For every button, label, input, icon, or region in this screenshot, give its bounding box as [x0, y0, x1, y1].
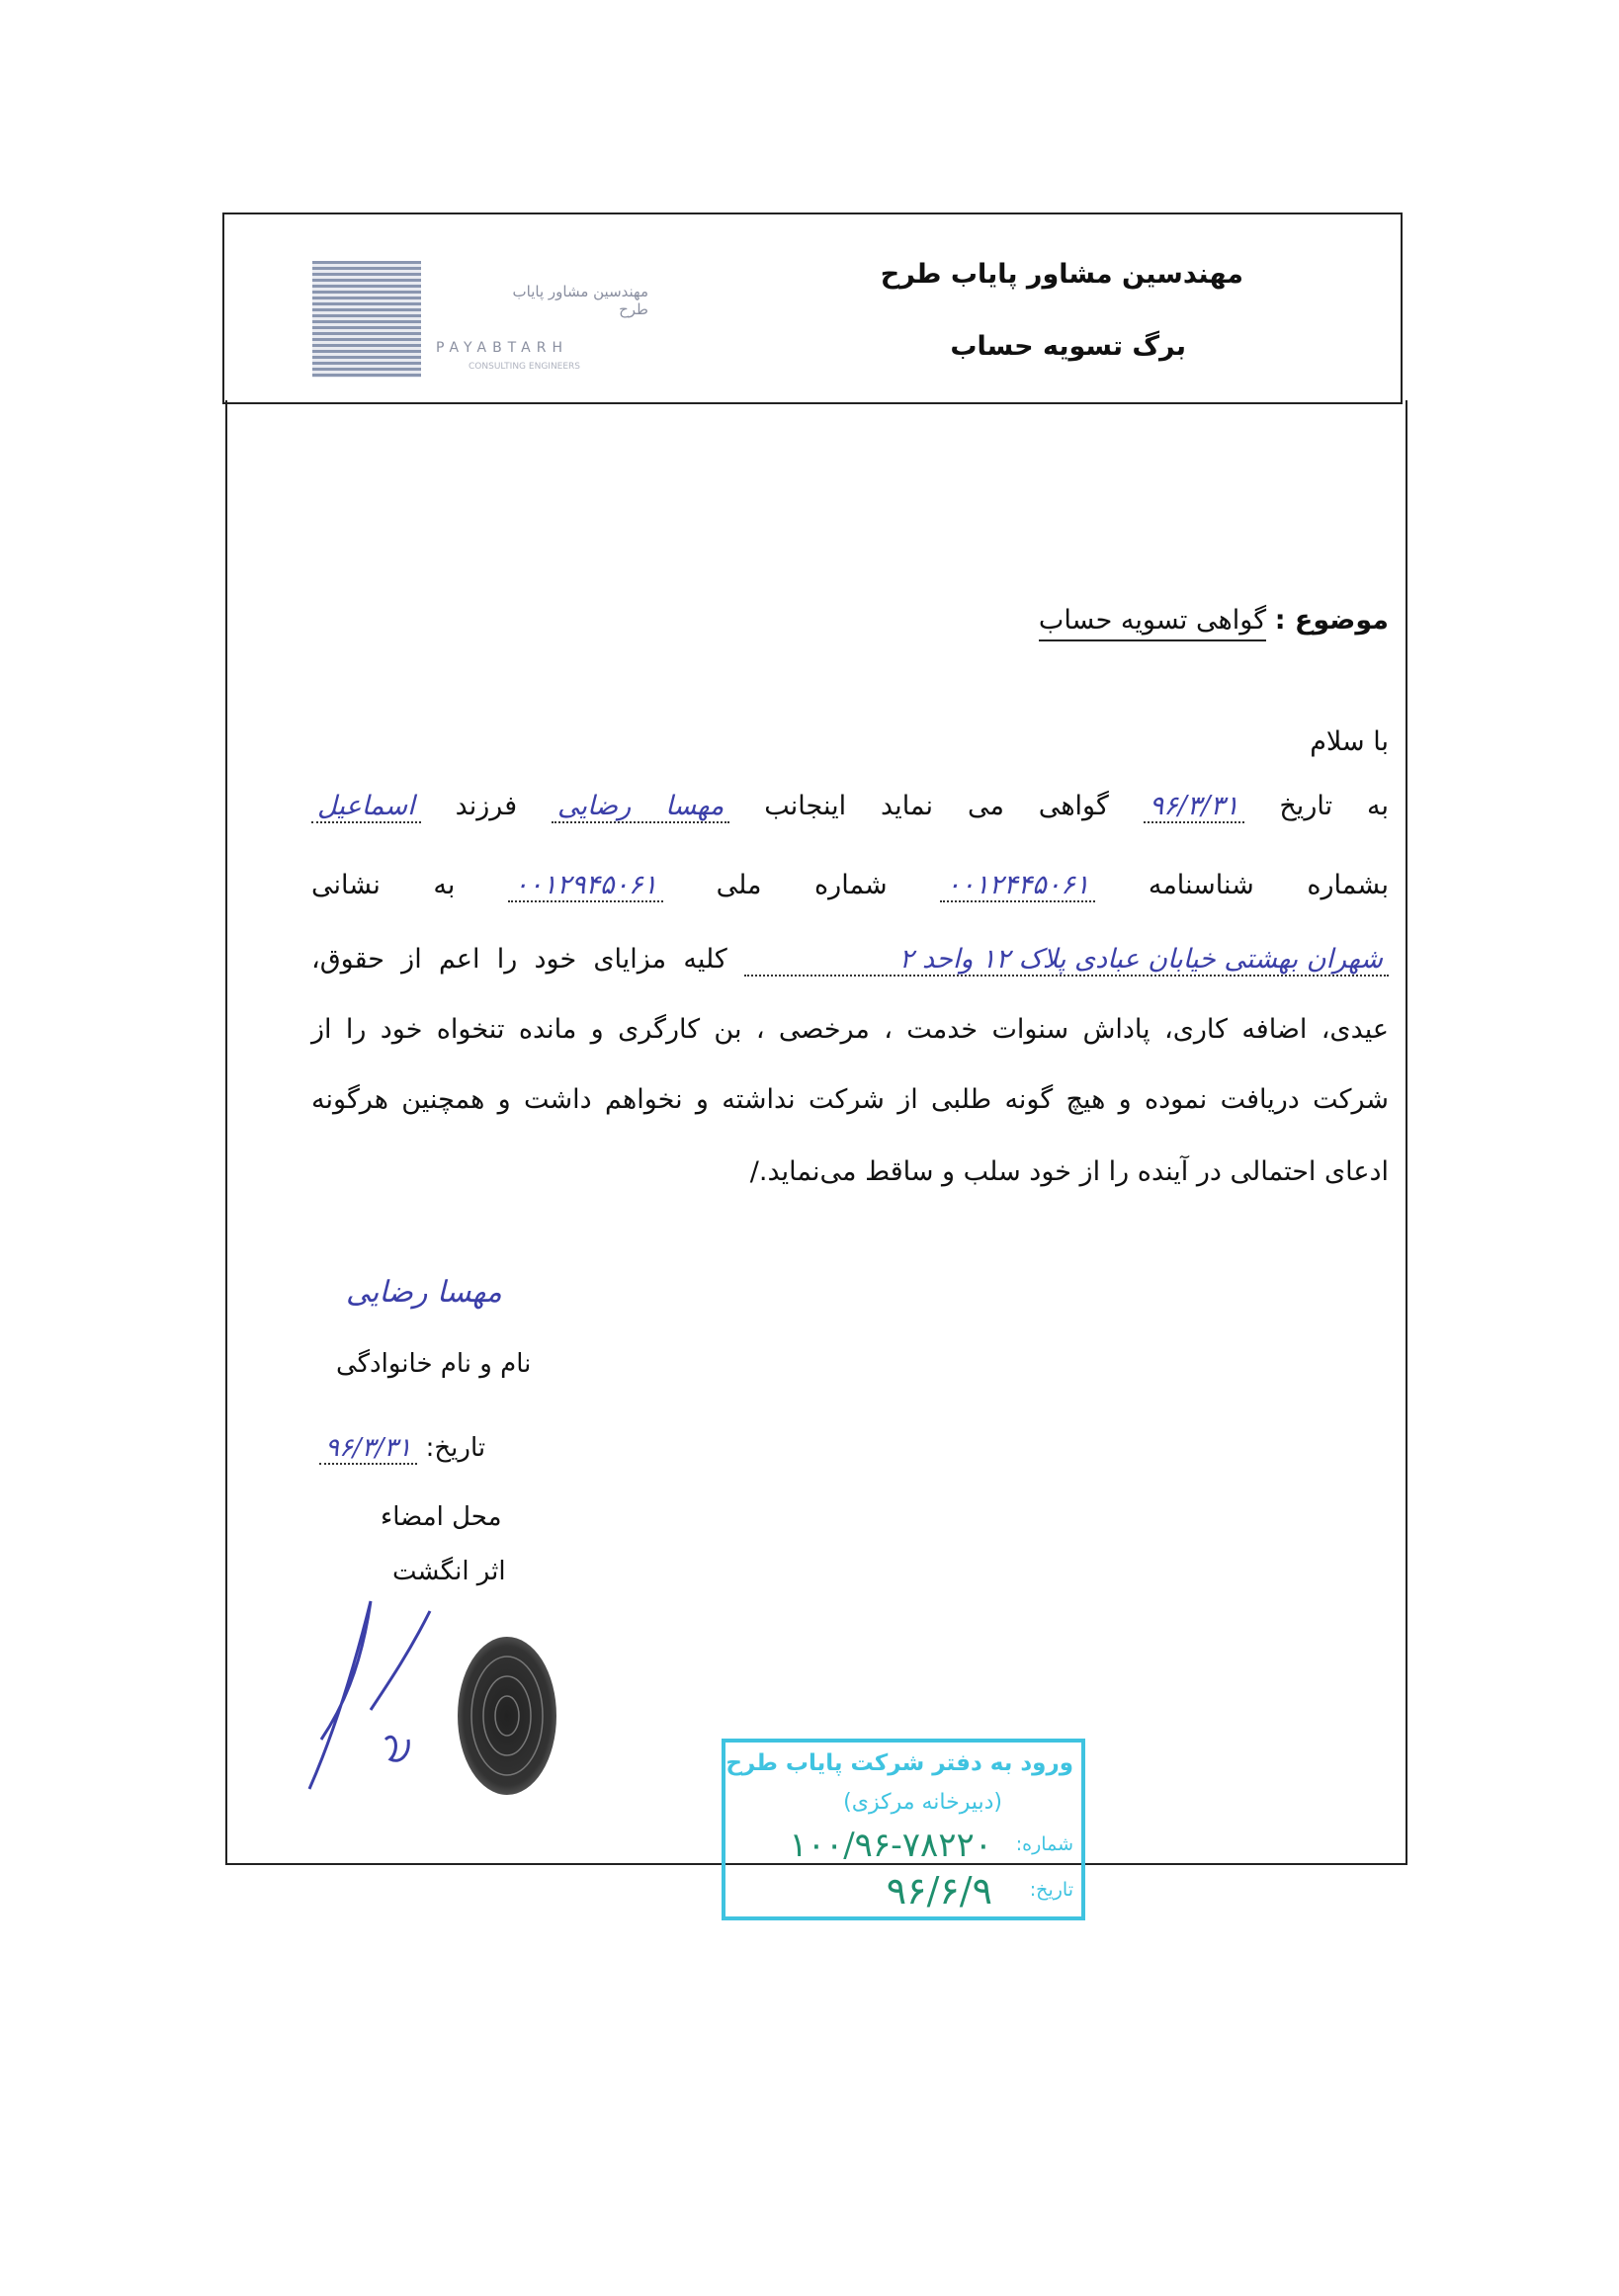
stamp-line-2: (دبیرخانه مرکزی): [843, 1790, 1002, 1815]
stamp-number-label: شماره:: [1015, 1833, 1073, 1855]
paragraph-line-2: [311, 870, 1389, 900]
national-id-field: ۰۰۱۲۹۴۵۰۶۱: [508, 870, 663, 902]
text: شماره ملی: [716, 870, 888, 900]
logo-mark-icon: [312, 261, 421, 378]
paragraph-line-6: ادعای احتمالی در آینده را از خود سلب و ساقط می‌نماید./: [749, 1156, 1389, 1187]
father-name-field: اسماعیل: [311, 791, 421, 823]
form-title: برگ تسویه حساب: [950, 331, 1186, 362]
paragraph-line-3: [311, 944, 1389, 977]
address-field: شهران بهشتی خیابان عبادی پلاک ۱۲ واحد ۲: [744, 944, 1389, 977]
text: فرزند: [455, 791, 518, 821]
company-name: مهندسین مشاور پایاب طرح: [880, 259, 1243, 290]
company-logo: [312, 259, 658, 383]
sign-label: محل امضاء: [381, 1502, 502, 1532]
signature-date-line: [319, 1433, 485, 1463]
registry-stamp: [722, 1739, 1085, 1920]
paragraph-line-4: عیدی، اضافه کاری، پاداش سنوات خدمت ، مرخصی ، بن کارگری و مانده تنخواه خود را از: [311, 1014, 1389, 1045]
stamp-date-label: تاریخ:: [1029, 1879, 1073, 1901]
stamp-number: ۱۰۰/۹۶-۷۸۲۲۰: [789, 1826, 992, 1865]
subject-label: موضوع :: [1274, 605, 1389, 636]
text: بشماره شناسنامه: [1148, 870, 1389, 900]
subject-text: گواهی تسویه حساب: [1039, 605, 1266, 641]
date-label: تاریخ:: [425, 1433, 486, 1463]
name-label: نام و نام خانوادگی: [336, 1349, 532, 1379]
logo-fa-text: مهندسین مشاور پایاب طرح: [512, 283, 648, 318]
logo-en-text: PAYABTARH: [436, 340, 568, 356]
signature-scribble-icon: [301, 1591, 450, 1799]
text: به تاریخ: [1279, 791, 1389, 821]
id-number-field: ۰۰۱۲۴۴۵۰۶۱: [940, 870, 1095, 902]
stamp-date: ۹۶/۶/۹: [886, 1869, 992, 1913]
name-field: مهسا رضایی: [552, 791, 729, 823]
text: کلیه مزایای خود را اعم از حقوق،: [311, 944, 727, 975]
paragraph-line-1: [311, 791, 1389, 821]
subject-line: [1039, 605, 1389, 636]
fingerprint-label: اثر انگشت: [392, 1557, 506, 1586]
text: به نشانی: [311, 870, 456, 900]
logo-en-sub: CONSULTING ENGINEERS: [469, 362, 581, 372]
date-field: ۹۶/۳/۳۱: [1144, 791, 1245, 823]
paragraph-line-5: شرکت دریافت نموده و هیچ گونه طلبی از شرکت نداشته و نخواهم داشت و همچنین هرگونه: [311, 1084, 1389, 1115]
fingerprint-icon: [455, 1633, 559, 1799]
text: گواهی می نماید اینجانب: [764, 791, 1109, 821]
signature-date: ۹۶/۳/۳۱: [319, 1433, 417, 1465]
greeting: با سلام: [1310, 726, 1389, 757]
handwritten-name: مهسا رضایی: [346, 1275, 502, 1310]
stamp-line-1: ورود به دفتر شرکت پایاب طرح: [725, 1750, 1073, 1776]
